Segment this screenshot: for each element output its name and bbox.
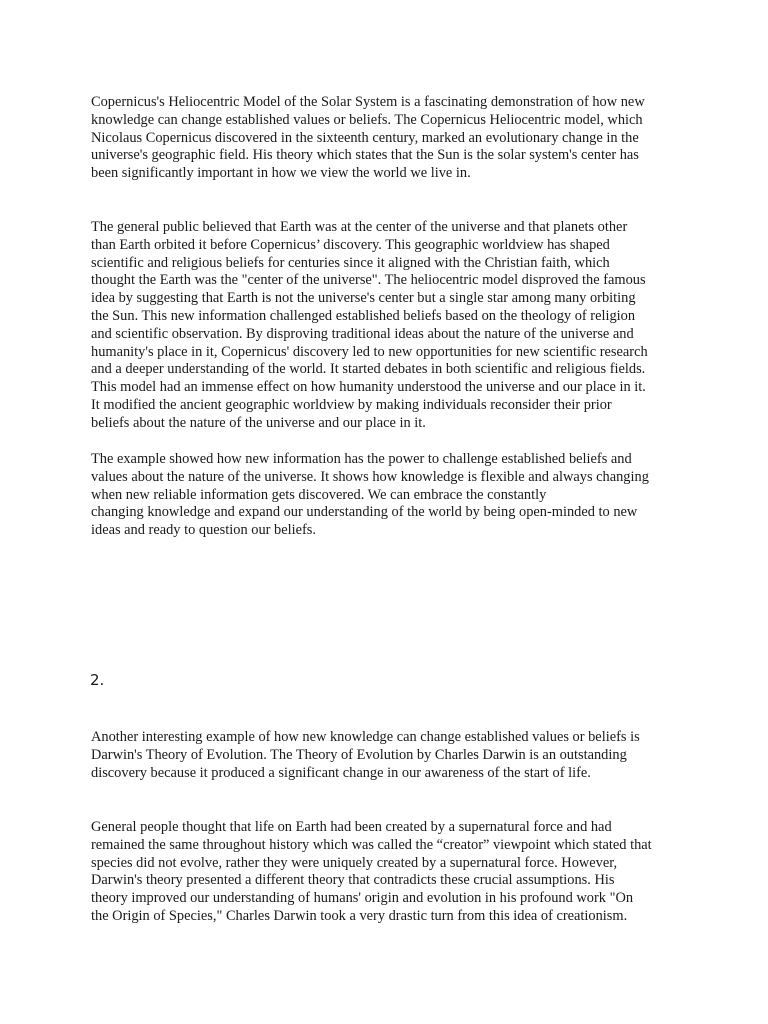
text-line: The general public believed that Earth was at the center of the universe and that planets other	[91, 219, 628, 235]
text-line: discovery because it produced a significant change in our awareness of the start of life.	[91, 764, 591, 781]
text-line: The example showed how new information has the power to challenge established beliefs and	[91, 451, 632, 467]
text-line: idea by suggesting that Earth is not the universe's center but a single star among many orbiting	[91, 290, 636, 307]
paragraph-copernicus-body	[91, 219, 683, 433]
paragraph-darwin-body	[91, 819, 683, 926]
text-line: This model had an immense effect on how humanity understood the universe and our place in it.	[91, 379, 646, 396]
text-line: values about the nature of the universe. It shows how knowledge is flexible and always changing	[91, 468, 649, 485]
section-number: 2.	[90, 671, 105, 689]
text-line: beliefs about the nature of the universe and our place in it.	[91, 414, 426, 431]
text-line: remained the same throughout history which was called the “creator” viewpoint which stated that	[91, 836, 652, 853]
text-line: and a deeper understanding of the world. It started debates in both scientific and religious fields.	[91, 361, 646, 378]
text-line: humanity's place in it, Copernicus' discovery led to new opportunities for new scientific research	[91, 343, 648, 360]
text-line: General people thought that life on Earth had been created by a supernatural force and had	[91, 819, 612, 835]
text-line: universe's geographic field. His theory which states that the Sun is the solar system's center has	[91, 147, 639, 164]
text-line: Nicolaus Copernicus discovered in the sixteenth century, marked an evolutionary change in the	[91, 129, 639, 146]
text-line: Darwin's theory presented a different theory that contradicts these crucial assumptions. His	[91, 872, 615, 889]
text-line: ideas and ready to question our beliefs.	[91, 522, 316, 539]
text-line: Another interesting example of how new knowledge can change established values or beliefs is	[91, 729, 640, 745]
text-line: species did not evolve, rather they were uniquely created by a supernatural force. However,	[91, 854, 618, 871]
text-line: and scientific observation. By disproving traditional ideas about the nature of the universe and	[91, 325, 634, 342]
text-line: the Origin of Species," Charles Darwin took a very drastic turn from this idea of creationism.	[91, 907, 628, 924]
paragraph-darwin-intro	[91, 729, 683, 782]
text-line: theory improved our understanding of humans' origin and evolution in his profound work "On	[91, 890, 634, 907]
text-line: thought the Earth was the "center of the universe". The heliocentric model disproved the famous	[91, 272, 646, 289]
text-line: It modified the ancient geographic worldview by making individuals reconsider their prior	[91, 396, 612, 413]
text-line: scientific and religious beliefs for centuries since it aligned with the Christian faith, which	[91, 254, 610, 271]
text-line: changing knowledge and expand our understanding of the world by being open-minded to new	[91, 504, 638, 521]
text-line: Darwin's Theory of Evolution. The Theory of Evolution by Charles Darwin is an outstanding	[91, 746, 627, 763]
paragraph-copernicus-conclusion	[91, 451, 683, 540]
text-line: the Sun. This new information challenged established beliefs based on the theology of religion	[91, 307, 636, 324]
text-line: when new reliable information gets discovered. We can embrace the constantly	[91, 486, 547, 503]
text-line: than Earth orbited it before Copernicus’ discovery. This geographic worldview has shaped	[91, 236, 610, 253]
text-line: knowledge can change established values or beliefs. The Copernicus Heliocentric model, which	[91, 111, 643, 128]
paragraph-copernicus-intro	[91, 94, 683, 183]
text-line: Copernicus's Heliocentric Model of the Solar System is a fascinating demonstration of how new	[91, 94, 645, 110]
text-line: been significantly important in how we view the world we live in.	[91, 165, 471, 182]
